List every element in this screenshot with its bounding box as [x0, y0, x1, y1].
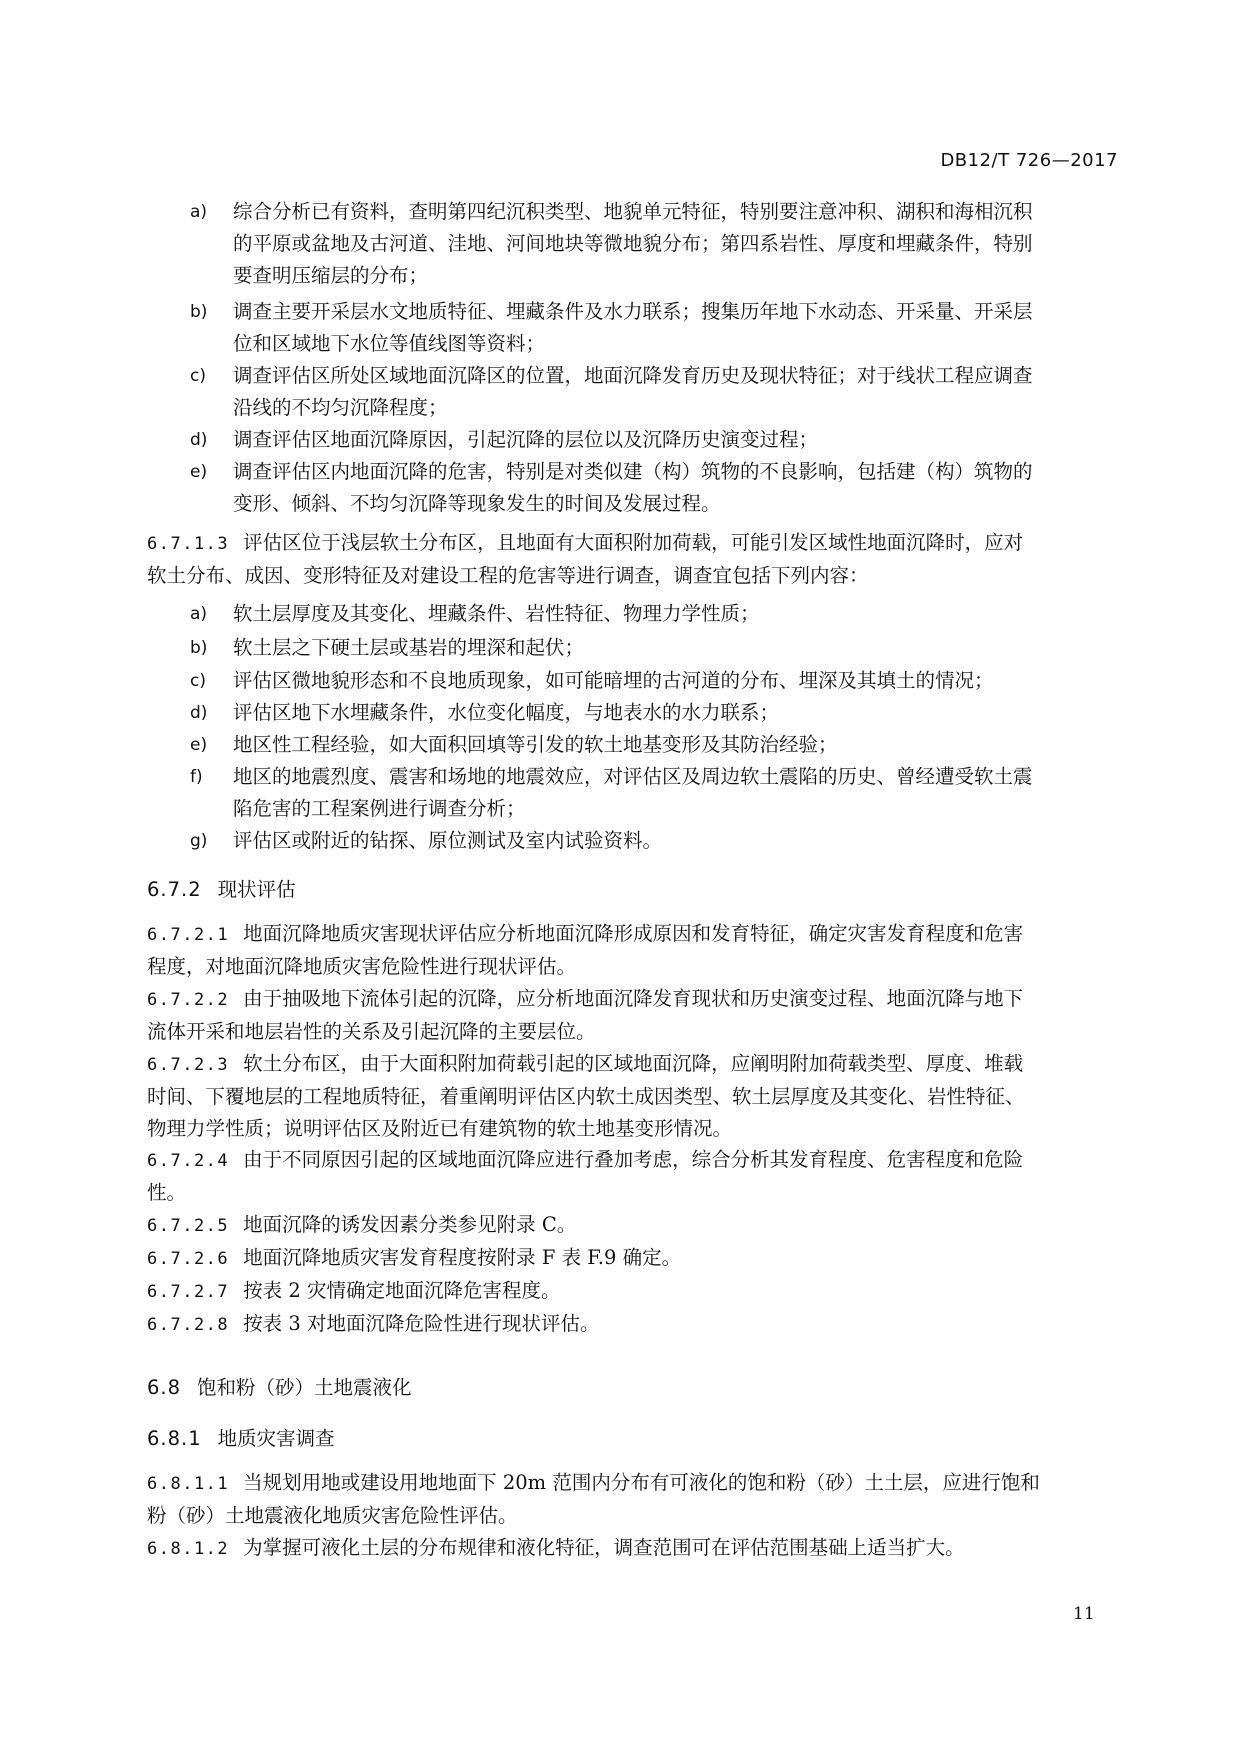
clause-number: 6.7.2.3 [147, 1055, 230, 1075]
list-text: 评估区或附近的钻探、原位测试及室内试验资料。 [233, 829, 663, 852]
clause-6-7-2-8 [147, 1308, 1127, 1341]
section-heading-6-8 [147, 1372, 412, 1400]
clause-text: 地面沉降地质灾害发育程度按附录 F 表 F.9 确定。 [243, 1246, 682, 1269]
clause-number: 6.8.1.2 [147, 1539, 230, 1559]
list-marker: e) [190, 462, 208, 482]
section-heading-6-8-1 [147, 1423, 335, 1451]
heading-title: 现状评估 [217, 878, 296, 901]
clause-text: 按表 2 灾情确定地面沉降危害程度。 [243, 1279, 561, 1302]
clause-number: 6.7.2.6 [147, 1249, 230, 1269]
list-text: 变形、倾斜、不均匀沉降等现象发生的时间及发展过程。 [233, 492, 721, 515]
clause-text: 物理力学性质；说明评估区及附近已有建筑物的软土地基变形情况。 [147, 1117, 733, 1140]
list-marker: b) [190, 638, 208, 658]
list-marker: d) [190, 430, 208, 450]
list-text: 沿线的不均匀沉降程度； [233, 396, 448, 419]
clause-number: 6.8.1.1 [147, 1474, 230, 1494]
list-text: 调查评估区所处区域地面沉降区的位置，地面沉降发育历史及现状特征；对于线状工程应调查 [233, 364, 1033, 387]
clause-text: 软土分布区，由于大面积附加荷载引起的区域地面沉降，应阐明附加荷载类型、厚度、堆载 [243, 1052, 1024, 1075]
list-marker: c) [190, 366, 206, 386]
list-text: 调查主要开采层水文地质特征、埋藏条件及水力联系；搜集历年地下水动态、开采量、开采层 [233, 300, 1033, 323]
document-code: DB12/T 726—2017 [940, 150, 1118, 171]
clause-text: 程度，对地面沉降地质灾害危险性进行现状评估。 [147, 955, 577, 978]
list-text: 调查评估区内地面沉降的危害，特别是对类似建（构）筑物的不良影响，包括建（构）筑物的 [233, 460, 1033, 483]
list-marker: b) [190, 302, 208, 322]
clause-text: 由于抽吸地下流体引起的沉降，应分析地面沉降发育现状和历史演变过程、地面沉降与地下 [243, 987, 1024, 1010]
list-marker: a) [190, 604, 208, 624]
list-marker: f) [190, 767, 203, 787]
clause-text: 地面沉降的诱发因素分类参见附录 C。 [243, 1213, 577, 1236]
clause-6-7-2-2 [147, 983, 1127, 1048]
clause-6-7-2-6 [147, 1242, 1127, 1275]
list-marker: a) [190, 202, 208, 222]
clause-6-7-2-5 [147, 1209, 1127, 1242]
list-text: 评估区微地貌形态和不良地质现象，如可能暗埋的古河道的分布、埋深及其填土的情况； [233, 669, 994, 692]
clause-number: 6.7.2.7 [147, 1282, 230, 1302]
heading-title: 地质灾害调查 [217, 1427, 335, 1450]
clause-6-7-2-3 [147, 1048, 1127, 1145]
list-text: 位和区域地下水位等值线图等资料； [233, 332, 546, 355]
list-text: 陷危害的工程案例进行调查分析； [233, 797, 526, 820]
clause-6-8-1-1 [147, 1467, 1127, 1532]
list-marker: e) [190, 735, 208, 755]
list-marker: d) [190, 703, 208, 723]
list-text: 调查评估区地面沉降原因，引起沉降的层位以及沉降历史演变过程； [233, 428, 819, 451]
clause-number: 6.7.2.8 [147, 1315, 230, 1335]
list-text: 的平原或盆地及古河道、洼地、河间地块等微地貌分布；第四系岩性、厚度和埋藏条件，特别 [233, 232, 1033, 255]
list-text: 评估区地下水埋藏条件，水位变化幅度，与地表水的水力联系； [233, 701, 780, 724]
clause-text: 软土分布、成因、变形特征及对建设工程的危害等进行调查，调查宜包括下列内容： [147, 564, 869, 587]
clause-number: 6.7.1.3 [147, 534, 230, 554]
clause-text: 粉（砂）土地震液化地质灾害危险性评估。 [147, 1504, 518, 1527]
clause-number: 6.7.2.1 [147, 925, 230, 945]
clause-text: 当规划用地或建设用地地面下 20m 范围内分布有可液化的饱和粉（砂）土土层，应进行饱和 [243, 1471, 1040, 1494]
heading-title: 饱和粉（砂）土地震液化 [197, 1376, 412, 1399]
page-number: 11 [1073, 1604, 1095, 1624]
list-text: 地区的地震烈度、震害和场地的地震效应，对评估区及周边软土震陷的历史、曾经遭受软土震 [233, 765, 1033, 788]
clause-number: 6.7.2.4 [147, 1151, 230, 1171]
heading-number: 6.7.2 [147, 878, 202, 901]
clause-number: 6.7.2.5 [147, 1216, 230, 1236]
list-text: 软土层之下硬土层或基岩的埋深和起伏； [233, 636, 585, 659]
clause-6-7-2-1 [147, 918, 1127, 983]
clause-6-7-1-3 [147, 527, 1127, 592]
clause-text: 为掌握可液化土层的分布规律和液化特征，调查范围可在评估范围基础上适当扩大。 [243, 1536, 965, 1559]
clause-text: 地面沉降地质灾害现状评估应分析地面沉降形成原因和发育特征，确定灾害发育程度和危害 [243, 922, 1024, 945]
clause-text: 性。 [147, 1181, 187, 1204]
clause-text: 按表 3 对地面沉降危险性进行现状评估。 [243, 1312, 600, 1335]
list-marker: c) [190, 671, 206, 691]
list-text: 要查明压缩层的分布； [233, 264, 429, 287]
list-marker: g) [190, 831, 208, 851]
clause-text: 由于不同原因引起的区域地面沉降应进行叠加考虑，综合分析其发育程度、危害程度和危险 [243, 1148, 1024, 1171]
clause-number: 6.7.2.2 [147, 990, 230, 1010]
clause-6-8-1-2 [147, 1532, 1127, 1565]
list-text: 综合分析已有资料，查明第四纪沉积类型、地貌单元特征，特别要注意冲积、湖积和海相沉积 [233, 200, 1033, 223]
clause-text: 评估区位于浅层软土分布区，且地面有大面积附加荷载，可能引发区域性地面沉降时，应对 [243, 531, 1024, 554]
clause-text: 时间、下覆地层的工程地质特征，着重阐明评估区内软土成因类型、软土层厚度及其变化、岩性特征、 [147, 1085, 1025, 1108]
section-heading-6-7-2 [147, 874, 296, 902]
heading-number: 6.8 [147, 1376, 182, 1399]
clause-text: 流体开采和地层岩性的关系及引起沉降的主要层位。 [147, 1020, 596, 1043]
heading-number: 6.8.1 [147, 1427, 202, 1450]
clause-6-7-2-4 [147, 1144, 1127, 1209]
list-text: 地区性工程经验，如大面积回填等引发的软土地基变形及其防治经验； [233, 733, 838, 756]
list-text: 软土层厚度及其变化、埋藏条件、岩性特征、物理力学性质； [233, 602, 760, 625]
clause-6-7-2-7 [147, 1275, 1127, 1308]
